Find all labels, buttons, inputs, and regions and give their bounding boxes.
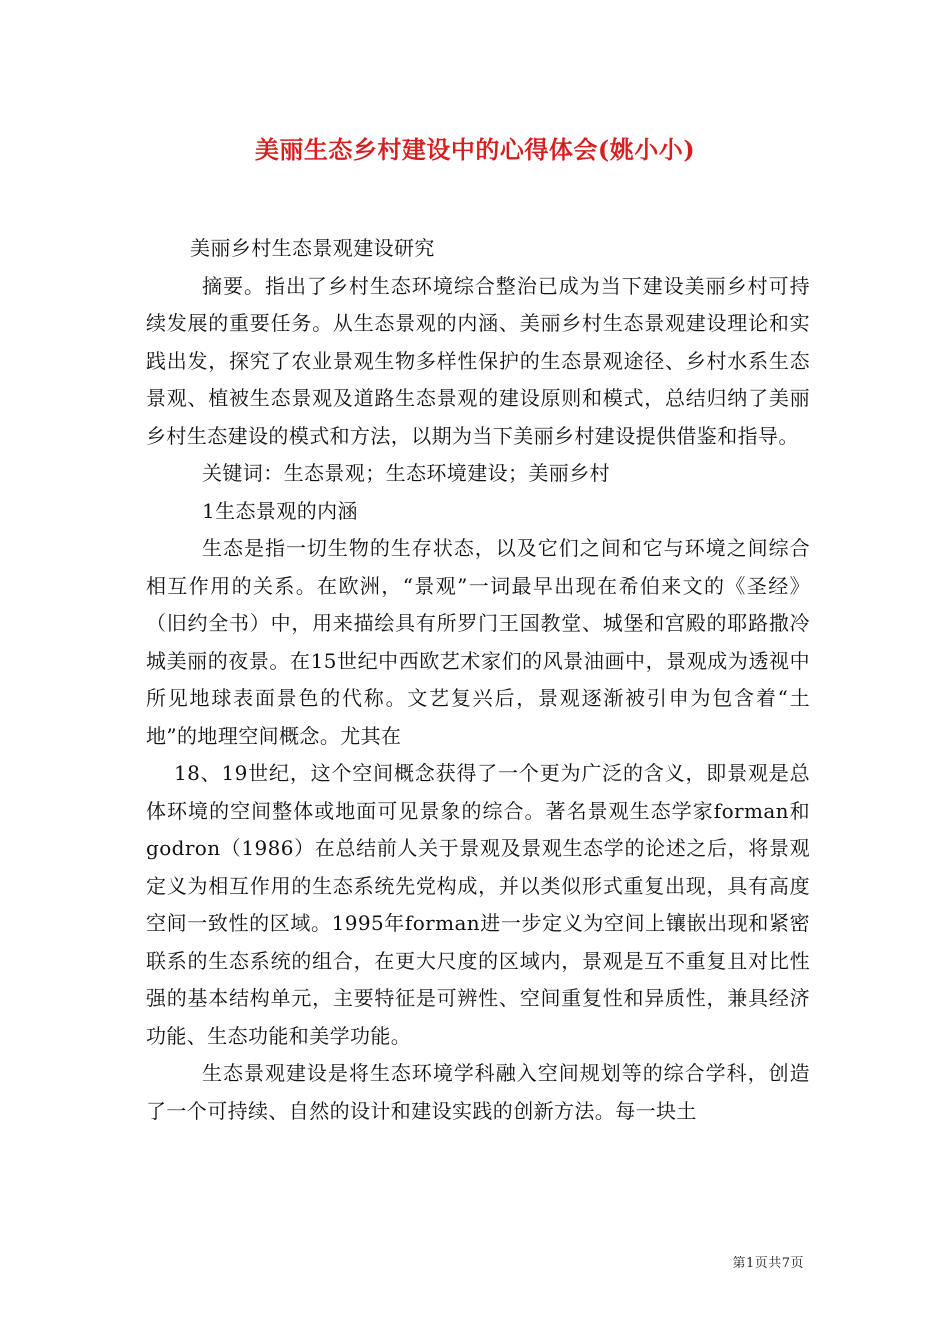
section-heading: 1生态景观的内涵 <box>202 498 358 523</box>
paragraph-keywords: 关键词：生态景观；生态环境建设；美丽乡村 <box>202 461 610 485</box>
paragraph-body: 生态景观建设是将生态环境学科融入空间规划等的综合学科，创造了一个可持续、自然的设计和建设实践的创新方法。每一块土 <box>146 1061 810 1123</box>
paragraph-abstract: 摘要。指出了乡村生态环境综合整治已成为当下建设美丽乡村可持续发展的重要任务。从生态景观的内涵、美丽乡村生态景观建设理论和实践出发，探究了农业景观生物多样性保护的生态景观途径、乡村水系生态景观、植被生态景观及道路生态景观的建设原则和模式，总结归纳了美丽乡村生态建设的模式和方法，以期为当下美丽乡村建设提供借鉴和指导。 <box>146 273 810 448</box>
paragraph-body: 18、19世纪，这个空间概念获得了一个更为广泛的含义，即景观是总体环境的空间整体或地面可见景象的综合。著名景观生态学家forman和godron（1986）在总结前人关于景观及景观生态学的论述之后，将景观定义为相互作用的生态系统先党构成，并以类似形式重复出现，具有高度空间一致性的区域。1995年forman进一步定义为空间上镶嵌出现和紧密联系的生态系统的组合，在更大尺度的区域内，景观是互不重复且对比性强的基本结构单元，主要特征是可辨性、空间重复性和异质性，兼具经济功能、生态功能和美学功能。 <box>146 761 810 1048</box>
page-number: 第1页共7页 <box>732 1256 804 1271</box>
document-body <box>146 230 810 1130</box>
paragraph-body: 生态是指一切生物的生存状态，以及它们之间和它与环境之间综合相互作用的关系。在欧洲，“景观”一词最早出现在希伯来文的《圣经》（旧约全书）中，用来描绘具有所罗门王国教堂、城堡和宫殿的耶路撒冷城美丽的夜景。在15世纪中西欧艺术家们的风景油画中，景观成为透视中所见地球表面景色的代称。文艺复兴后，景观逐渐被引申为包含着“土地”的地理空间概念。尤其在 <box>146 536 810 748</box>
document-title: 美丽生态乡村建设中的心得体会(姚小小) <box>254 135 696 164</box>
paragraph-subtitle: 美丽乡村生态景观建设研究 <box>190 236 435 260</box>
